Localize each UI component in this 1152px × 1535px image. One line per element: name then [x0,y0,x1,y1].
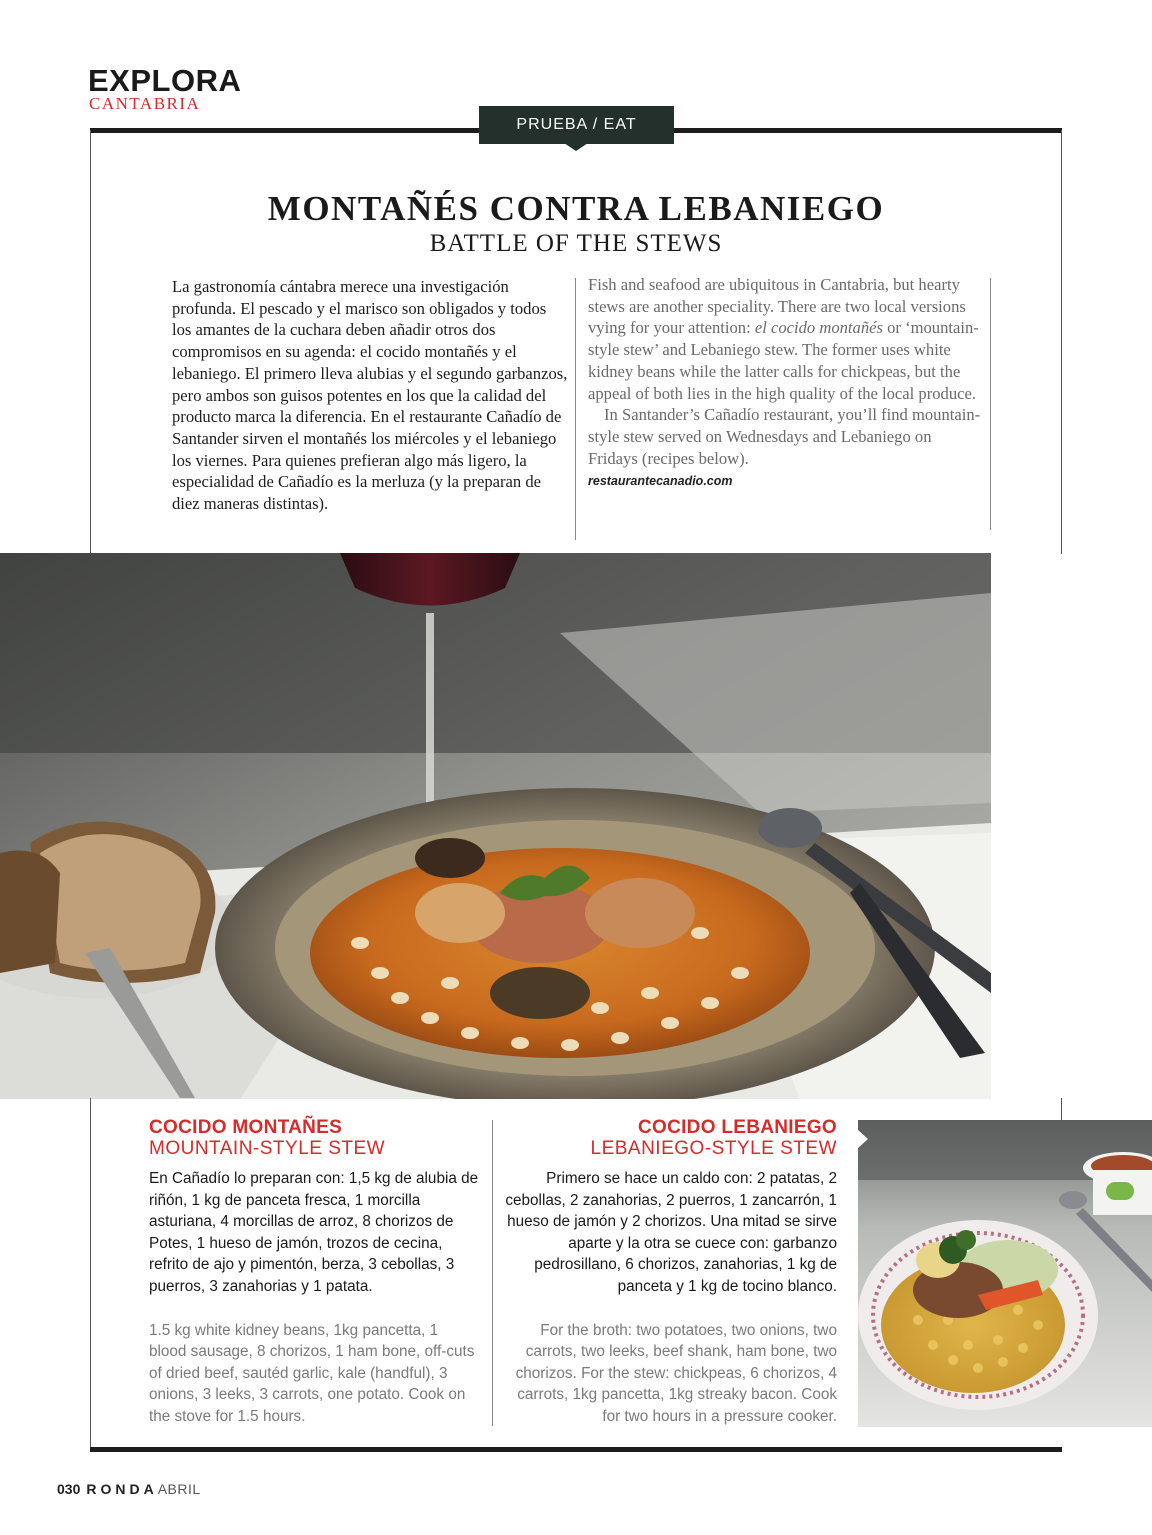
article-spanish [172,276,568,515]
english-p1-b: or ‘mountain-style stew’ and Lebaniego stew. The former uses white kidney beans while the latter calls for chickpeas, but the appeal of both lies in the high quality of the local produce. [588,318,979,403]
recipe-lebaniego-subtitle: LEBANIEGO-STYLE STEW [590,1138,837,1159]
section-subtitle: CANTABRIA [89,94,201,113]
column-divider [575,278,576,540]
column-divider-right [990,278,991,530]
recipe-lebaniego-spanish: Primero se hace un caldo con: 2 patatas, 2 cebollas, 2 zanahorias, 2 puerros, 1 zancarrón, 1 hueso de jamón y 2 chorizos. Una mitad se sirve aparte y la otra se cuece con: garbanzo pedrosillano, 6 chorizos, zanahorias, 1 kg de panceta y 1 kg de tocino blanco. [505,1170,837,1295]
tab-notch [564,143,588,151]
page-number: 030 [57,1481,81,1497]
english-p1-a: Fish and seafood are ubiquitous in Cantabria, but hearty stews are another speciality. There are two local versions vying for your attention: [588,275,966,338]
recipe-montanes-title: COCIDO MONTAÑES [149,1117,343,1138]
section-title: EXPLORA [88,63,242,98]
magazine-name: RONDA [86,1481,158,1497]
category-tab-label: PRUEBA / EAT [516,116,637,133]
page-footer [57,1481,201,1497]
recipe-montanes-spanish: En Cañadío lo preparan con: 1,5 kg de alubia de riñón, 1 kg de panceta fresca, 1 morcilla asturiana, 4 morcillas de arroz, 8 chorizos de Potes, 1 hueso de jamón, trozos de cecina, refrito de ajo y pimentón, berza, 3 cebollas, 3 puerros, 3 zanahorias y 1 patata. [149,1170,479,1295]
restaurant-link[interactable]: restaurantecanadio.com [588,474,733,489]
article-english [588,274,984,493]
recipe-montanes-english: 1.5 kg white kidney beans, 1kg pancetta, 1 blood sausage, 8 chorizos, 1 ham bone, off-cuts of dried beef, sautéd garlic, kale (handful), 3 onions, 3 leeks, 3 carrots, one potato. Cook on the stove for 1.5 hours. [149,1321,475,1425]
issue-month: ABRIL [157,1481,201,1497]
category-tab [479,106,674,144]
frame-right-lower [1061,1098,1062,1120]
bottom-rule [90,1447,1062,1452]
article-english-p2: In Santander’s Cañadío restaurant, you’ll find mountain-style stew served on Wednesdays and Lebaniego on Fridays (recipes below). [588,405,981,468]
english-p1-em: el cocido montañés [754,318,883,338]
subhead: BATTLE OF THE STEWS [429,230,723,257]
photo-lebaniego-stew [858,1120,1152,1427]
recipe-lebaniego-title: COCIDO LEBANIEGO [637,1117,837,1138]
frame-left-lower [90,1098,91,1450]
recipe-divider [492,1120,493,1426]
headline: MONTAÑÉS CONTRA LEBANIEGO [267,189,885,228]
recipe-lebaniego [496,1118,837,1428]
main-photo-stew [0,553,991,1099]
recipe-montanes [149,1118,479,1428]
recipe-lebaniego-english: For the broth: two potatoes, two onions, two carrots, two leeks, beef shank, ham bone, two chorizos. For the stew: chickpeas, 6 chorizos, 4 carrots, 1kg pancetta, 1kg streaky bacon. Cook for two hours in a pressure cooker. [515,1321,837,1425]
recipe-montanes-subtitle: MOUNTAIN-STYLE STEW [149,1138,386,1159]
photo-notch [858,1130,868,1148]
article-english-p1 [588,274,984,404]
article-spanish-text: La gastronomía cántabra merece una investigación profunda. El pescado y el marisco son obligados y todos los amantes de la cuchara deben añadir otros dos compromisos en su agenda: el cocido montañés y el lebaniego. El primero lleva alubias y el segundo garbanzos, pero ambos son guisos potentes en los que la calidad del producto marca la diferencia. En el restaurante Cañadío de Santander sirven el montañés los miércoles y el lebaniego los viernes. Para quienes prefieran algo más ligero, la especialidad de Cañadío es la merluza (y la preparan de diez maneras distintas). [172,277,568,514]
